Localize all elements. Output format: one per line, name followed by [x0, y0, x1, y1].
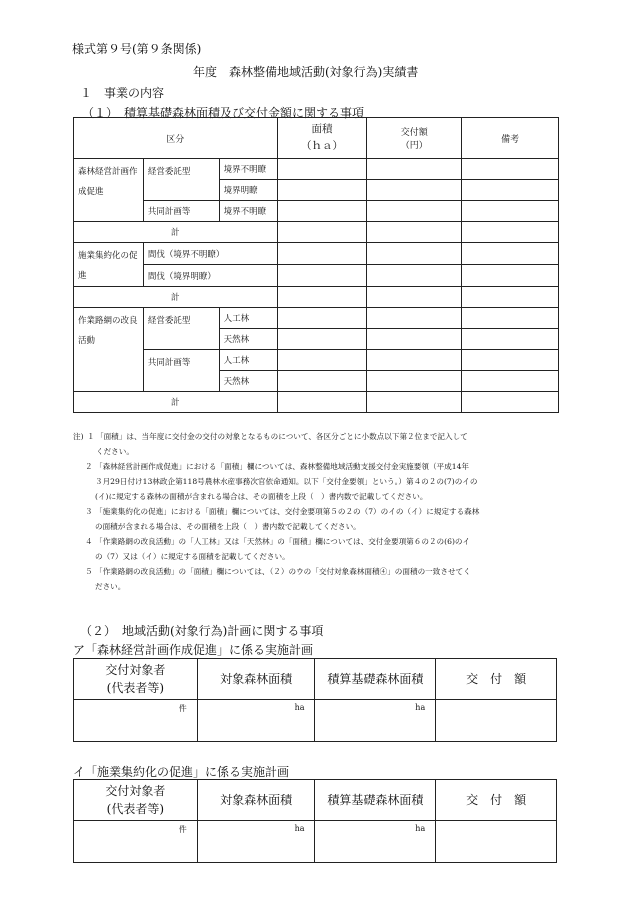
unit-label: ha — [294, 824, 305, 833]
area-amount-table — [73, 117, 559, 413]
amount-cell[interactable] — [367, 329, 462, 350]
note-number: ２ — [85, 462, 93, 471]
note-line: 「作業路網の改良活動」の「面積」欄については、（２）のウの「交付対象森林面積④」の面積の一致させてく — [95, 567, 471, 576]
area-cell[interactable] — [277, 222, 367, 243]
row-label: 境界明瞭 — [219, 180, 277, 201]
header-grant-amount: 交 付 額 — [436, 659, 557, 700]
target-area-cell[interactable] — [197, 700, 315, 742]
amount-cell[interactable] — [367, 350, 462, 371]
header-area — [277, 118, 367, 159]
note-number: ４ — [85, 537, 93, 546]
basis-area-cell[interactable] — [315, 821, 436, 863]
remarks-cell[interactable] — [462, 329, 559, 350]
header-recipient-line1: 交付対象者 — [105, 663, 166, 677]
notes-prefix: 注) — [73, 432, 84, 441]
note-number: ５ — [85, 567, 93, 576]
note-item — [73, 459, 565, 504]
area-cell[interactable] — [277, 243, 367, 265]
note-line: の（7）又は（イ）に規定する面積を記載してください。 — [95, 552, 290, 561]
area-cell[interactable] — [277, 265, 367, 287]
header-category: 区分 — [74, 118, 278, 159]
form-number: 様式第９号(第９条関係) — [72, 42, 202, 56]
area-cell[interactable] — [277, 201, 367, 222]
area-cell[interactable] — [277, 180, 367, 201]
header-amount-label: 交付額 — [400, 128, 428, 138]
remarks-cell[interactable] — [462, 265, 559, 287]
note-item — [73, 504, 565, 534]
amount-cell[interactable] — [367, 287, 462, 308]
header-basis-area: 積算基礎森林面積 — [315, 780, 436, 821]
subgroup-joint-plan: 共同計画等 — [143, 201, 219, 222]
recipient-cell[interactable] — [74, 821, 198, 863]
note-item — [73, 429, 565, 459]
total-row-label: 計 — [74, 287, 278, 308]
area-cell[interactable] — [277, 371, 367, 392]
amount-cell[interactable] — [367, 180, 462, 201]
remarks-cell[interactable] — [462, 159, 559, 180]
header-recipient-line2: (代表者等) — [106, 681, 165, 695]
amount-cell[interactable] — [367, 308, 462, 329]
plan-table-b — [73, 779, 557, 863]
notes-block — [73, 429, 565, 594]
note-number: １ — [87, 432, 95, 441]
header-recipient — [74, 780, 198, 821]
document-title: 年度 森林整備地域活動(対象行為)実績書 — [193, 65, 419, 79]
area-cell[interactable] — [277, 392, 367, 413]
total-row-label: 計 — [74, 222, 278, 243]
note-item — [73, 534, 565, 564]
group-plan-creation: 森林経営計画作成促進 — [74, 159, 144, 222]
basis-area-cell[interactable] — [315, 700, 436, 742]
note-line: 「面積」は、当年度に交付金の交付の対象となるものについて、各区分ごとに小数点以下第２位まで記入して — [96, 432, 468, 441]
note-line: 「作業路網の改良活動」の「人工林」又は「天然林」の「面積」欄については、交付金要項第６の２の(6)のイ — [95, 537, 471, 546]
remarks-cell[interactable] — [462, 308, 559, 329]
amount-cell[interactable] — [367, 201, 462, 222]
unit-label: ha — [294, 703, 305, 712]
header-recipient — [74, 659, 198, 700]
header-area-label: 面積 — [311, 123, 333, 135]
row-label: 境界不明瞭 — [219, 201, 277, 222]
note-line: 「施業集約化の促進」における「面積」欄については、交付金要項第５の２の（7）のイの（イ）に規定する森林 — [95, 507, 480, 516]
subgroup-joint-plan: 共同計画等 — [143, 350, 219, 392]
header-recipient-line1: 交付対象者 — [105, 784, 166, 798]
remarks-cell[interactable] — [462, 201, 559, 222]
section-1-subheading: （１） 積算基礎森林面積及び交付金額に関する事項 — [82, 106, 365, 120]
subgroup-consignment: 経営委託型 — [143, 159, 219, 201]
note-item — [73, 564, 565, 594]
note-line: ３月29日付け13林政企第118号農林水産事務次官依命通知。以下「交付金要領」という。）第４の２の(7)のイの — [95, 477, 478, 486]
area-cell[interactable] — [277, 308, 367, 329]
remarks-cell[interactable] — [462, 287, 559, 308]
area-cell[interactable] — [277, 350, 367, 371]
header-target-area: 対象森林面積 — [197, 659, 315, 700]
plan-table-a — [73, 658, 557, 742]
amount-cell[interactable] — [367, 222, 462, 243]
table-a-title: ア「森林経営計画作成促進」に係る実施計画 — [73, 643, 314, 657]
header-amount — [367, 118, 462, 159]
subgroup-consignment: 経営委託型 — [143, 308, 219, 350]
grant-amount-cell[interactable] — [436, 700, 557, 742]
remarks-cell[interactable] — [462, 371, 559, 392]
note-line: の面積が含まれる場合は、その面積を上段（ ）書内数で記載してください。 — [95, 522, 361, 531]
amount-cell[interactable] — [367, 243, 462, 265]
unit-label: ha — [415, 824, 426, 833]
unit-label: ha — [415, 703, 426, 712]
group-road-network: 作業路網の改良活動 — [74, 308, 144, 392]
header-remarks: 備考 — [462, 118, 559, 159]
total-row-label: 計 — [74, 392, 278, 413]
row-label: 境界不明瞭 — [219, 159, 277, 180]
remarks-cell[interactable] — [462, 243, 559, 265]
row-label: 天然林 — [219, 371, 277, 392]
note-number: ３ — [85, 507, 93, 516]
header-target-area: 対象森林面積 — [197, 780, 315, 821]
amount-cell[interactable] — [367, 392, 462, 413]
row-label: 間伐（境界不明瞭） — [143, 243, 277, 265]
remarks-cell[interactable] — [462, 180, 559, 201]
amount-cell[interactable] — [367, 159, 462, 180]
remarks-cell[interactable] — [462, 222, 559, 243]
note-line: ください。 — [96, 447, 134, 456]
section-1-heading: １ 事業の内容 — [80, 86, 165, 100]
unit-label: 件 — [178, 825, 187, 834]
row-label: 間伐（境界明瞭） — [143, 265, 277, 287]
row-label: 人工林 — [219, 350, 277, 371]
header-grant-amount: 交 付 額 — [436, 780, 557, 821]
table-b-title: イ「施業集約化の促進」に係る実施計画 — [73, 765, 290, 779]
header-area-unit: （ｈａ） — [300, 140, 343, 152]
recipient-cell[interactable] — [74, 700, 198, 742]
note-line: 「森林経営計画作成促進」における「面積」欄については、森林整備地域活動支援交付金実施要領（平成14年 — [95, 462, 470, 471]
header-recipient-line2: (代表者等) — [106, 802, 165, 816]
area-cell[interactable] — [277, 287, 367, 308]
amount-cell[interactable] — [367, 371, 462, 392]
remarks-cell[interactable] — [462, 350, 559, 371]
target-area-cell[interactable] — [197, 821, 315, 863]
note-line: ださい。 — [95, 582, 126, 591]
row-label: 人工林 — [219, 308, 277, 329]
group-consolidation: 施業集約化の促進 — [74, 243, 144, 287]
amount-cell[interactable] — [367, 265, 462, 287]
area-cell[interactable] — [277, 159, 367, 180]
unit-label: 件 — [178, 704, 187, 713]
header-amount-unit: （円） — [400, 141, 428, 151]
row-label: 天然林 — [219, 329, 277, 350]
section-2-heading: （２） 地域活動(対象行為)計画に関する事項 — [80, 624, 324, 638]
remarks-cell[interactable] — [462, 392, 559, 413]
note-line: (イ)に規定する森林の面積が含まれる場合は、その面積を上段（ ）書内数で記載してください。 — [95, 492, 428, 501]
header-basis-area: 積算基礎森林面積 — [315, 659, 436, 700]
area-cell[interactable] — [277, 329, 367, 350]
grant-amount-cell[interactable] — [436, 821, 557, 863]
